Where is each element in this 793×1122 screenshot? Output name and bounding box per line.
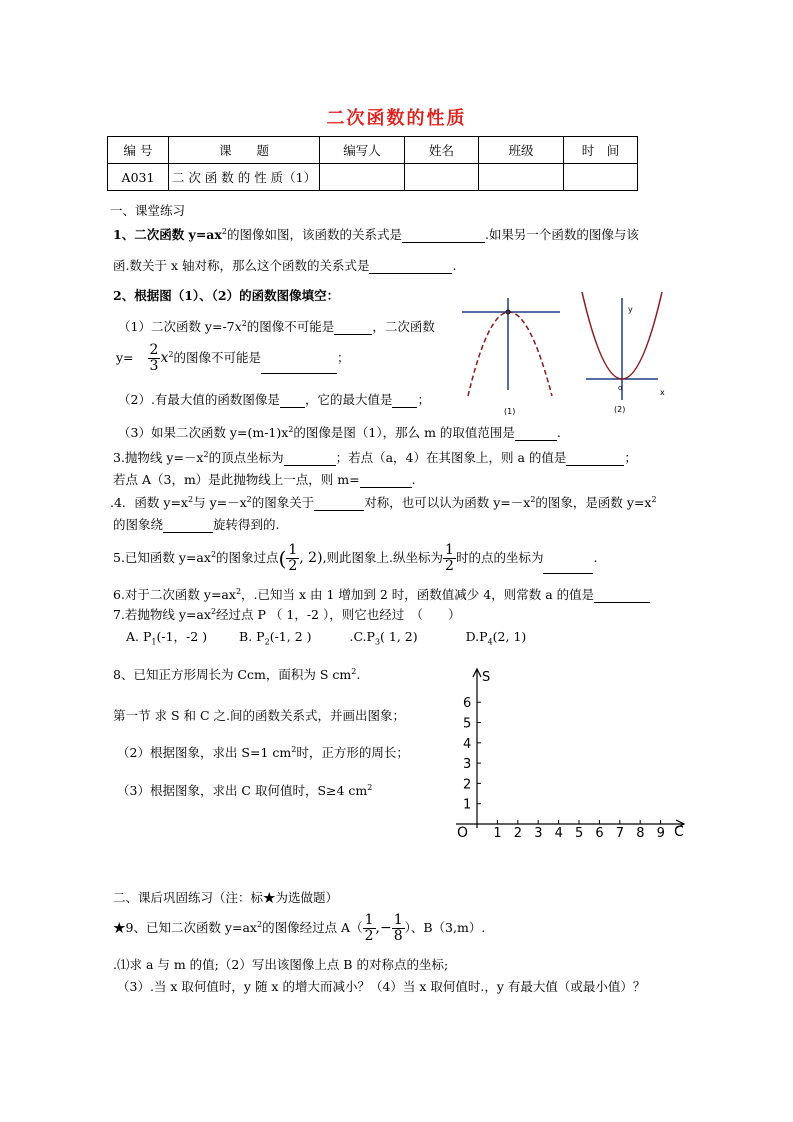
fraction-one-eighth: $\frac{1}{8}$	[393, 912, 403, 944]
table-header-cell: 班级	[479, 137, 564, 164]
question-1-line-1: 1、二次函数 $y=ax^2$的图像如图，该函数的关系式是 .如果另一个函数的图像与该	[113, 226, 639, 242]
question-9-line-2: .⑴求 a 与 m 的值;（2）写出该图像上点 B 的对称点的坐标;	[113, 957, 449, 972]
answer-blank[interactable]	[594, 588, 650, 603]
table-header-cell: 编 号	[108, 137, 169, 164]
fraction-one-half: $\frac{1}{2}$	[445, 542, 454, 574]
table-header-cell: 课 题	[169, 137, 320, 164]
x-tick-label: 4	[554, 826, 563, 841]
question-3-line-2: 若点 A（3，m）是此抛物线上一点，则 m= .	[113, 472, 416, 487]
question-8-part-1: 第一节 求 S 和 C 之.间的函数关系式，并画出图象；	[113, 708, 405, 723]
question-2-part-1-cont: y= $\frac{2}{3}$ $x^2$的图像不可能是 ；	[116, 342, 350, 374]
option-a[interactable]: A. $P_1(-1$，-2 )	[126, 629, 208, 647]
question-4-line-1: .4．函数 $y=x^2$与 $y=-x^2$的图象关于 对称，也可以认为函数 $y=-x^2$的图象，是函数 $y=x^2$	[110, 494, 657, 510]
table-cell[interactable]	[405, 164, 479, 191]
parabola-graph-1	[460, 290, 580, 420]
option-d[interactable]: $D.P_4(2$, 1)	[465, 629, 527, 647]
answer-blank[interactable]	[566, 451, 624, 466]
x-tick-label: 8	[636, 826, 645, 841]
y-tick-label: 3	[463, 757, 472, 773]
graph-2-x-label: x	[660, 388, 665, 397]
table-header-cell: 编写人	[320, 137, 405, 164]
table-cell: 二 次 函 数 的 性 质（1）	[169, 164, 320, 191]
x-tick-label: 9	[656, 826, 665, 841]
graph-1-label: (1)	[504, 407, 516, 416]
question-8-stem: 8、已知正方形周长为 Ccm，面积为 S $cm^2$.	[113, 666, 361, 682]
x-tick-label: 2	[513, 826, 523, 841]
fraction-one-half: $\frac{1}{2}$	[288, 542, 298, 574]
answer-blank[interactable]	[334, 320, 372, 335]
y-tick-label: 6	[463, 696, 472, 712]
x-tick-label: 3	[534, 826, 543, 841]
fraction-two-thirds: $\frac{2}{3}$	[149, 342, 159, 374]
fraction-one-half: $\frac{1}{2}$	[364, 912, 374, 944]
s-axis-label: S	[482, 670, 491, 685]
info-table	[107, 136, 638, 191]
question-1-line-2: 函.数关于 x 轴对称，那么这个函数的关系式是 .	[113, 258, 457, 273]
option-b[interactable]: B. $P_2(-1$, 2 )	[239, 629, 312, 647]
graph-2-label: (2)	[614, 405, 626, 414]
question-8-part-3: （3）根据图象，求出 C 取何值时，S≥4 $cm^2$	[117, 782, 373, 798]
question-2-heading: 2、根据图（1）、（2）的函数图像填空：	[113, 288, 340, 303]
question-2-part-3: （3）如果二次函数 $y=(m-1)x^2$的图像是图（1），那么 m 的取值范围是 .	[118, 424, 561, 440]
question-8-part-2: （2）根据图象，求出 S=1 $cm^2$时，正方形的周长；	[117, 744, 409, 760]
x-tick-label: 5	[575, 826, 584, 841]
section-heading: 一、课堂练习	[110, 203, 186, 218]
y-tick-label: 1	[463, 797, 472, 813]
table-cell[interactable]	[564, 164, 638, 191]
table-cell[interactable]	[479, 164, 564, 191]
table-header-cell: 姓名	[405, 137, 479, 164]
origin-label: O	[457, 825, 469, 841]
answer-blank[interactable]	[402, 228, 485, 243]
question-2-part-1: （1）二次函数 $y=-7x^2$的图像不可能是 ，二次函数	[118, 318, 435, 334]
answer-blank[interactable]	[280, 393, 305, 408]
question-9-stem: ★9、已知二次函数 $y=ax^2$的图像经过点 A（ $\frac{1}{2}$ ,− $\frac{1}{8}$ ）、B（3,m）.	[113, 912, 486, 944]
answer-blank[interactable]	[261, 359, 337, 374]
question-7-options	[126, 627, 526, 647]
graph-2-origin-label: o	[618, 384, 623, 392]
section-heading: 二、课后巩固练习（注：标★为选做题）	[113, 890, 339, 905]
question-9-line-3: （3）.当 x 取何值时，y 随 x 的增大而减小？（4）当 x 取何值时.，y 有最大值（或最小值）？	[117, 979, 646, 994]
question-2-part-2: （2）.有最大值的函数图像是 ，它的最大值是 ；	[118, 392, 430, 407]
answer-blank[interactable]	[515, 426, 557, 441]
question-6: 6.对于二次函数 $y=ax^2$，.已知当 x 由 1 增加到 2 时，函数值减少 4，则常数 a 的值是	[113, 585, 650, 603]
answer-blank[interactable]	[284, 451, 336, 466]
table-cell: A031	[108, 164, 169, 191]
page-title: 二次函数的性质	[326, 108, 467, 129]
option-c[interactable]: $.C.P_3$( 1, 2)	[349, 629, 418, 647]
c-axis-label: C	[674, 824, 684, 840]
table-header-cell: 时 间	[564, 137, 638, 164]
question-7: 7.若抛物线 $y=ax^2$经过点 P （ 1，-2 ），则它也经过 （ ）	[113, 606, 461, 622]
s-c-coordinate-grid	[448, 665, 690, 850]
table-cell[interactable]	[320, 164, 405, 191]
x-tick-label: 6	[595, 826, 604, 841]
question-5: 5.已知函数 $y=ax^2$的图象过点( $\frac{1}{2}$ , 2),则此图象上.纵坐标为 $\frac{1}{2}$ 时的点的坐标为 .	[113, 542, 598, 574]
x-tick-label: 1	[493, 826, 502, 841]
parabola-graph-2	[578, 290, 668, 420]
graph-1-curve	[468, 312, 552, 396]
y-tick-label: 2	[463, 777, 472, 793]
answer-blank[interactable]	[314, 496, 364, 511]
question-4-line-2: 的图象绕 旋转得到的.	[113, 517, 280, 532]
table-header-row	[108, 137, 638, 164]
graph-2-y-label: y	[628, 305, 633, 314]
question-3-line-1: 3.抛物线 $y=-x^2$的顶点坐标为 ；若点（a，4）在其图象上，则 a 的值是 ；	[113, 449, 637, 465]
answer-blank[interactable]	[360, 473, 412, 488]
table-row	[108, 164, 638, 191]
y-tick-label: 4	[463, 736, 472, 752]
answer-blank[interactable]	[392, 393, 417, 408]
answer-blank[interactable]	[543, 559, 593, 574]
x-tick-label: 7	[615, 826, 625, 841]
answer-blank[interactable]	[369, 259, 452, 274]
y-tick-label: 5	[463, 716, 472, 732]
answer-blank[interactable]	[163, 518, 213, 533]
